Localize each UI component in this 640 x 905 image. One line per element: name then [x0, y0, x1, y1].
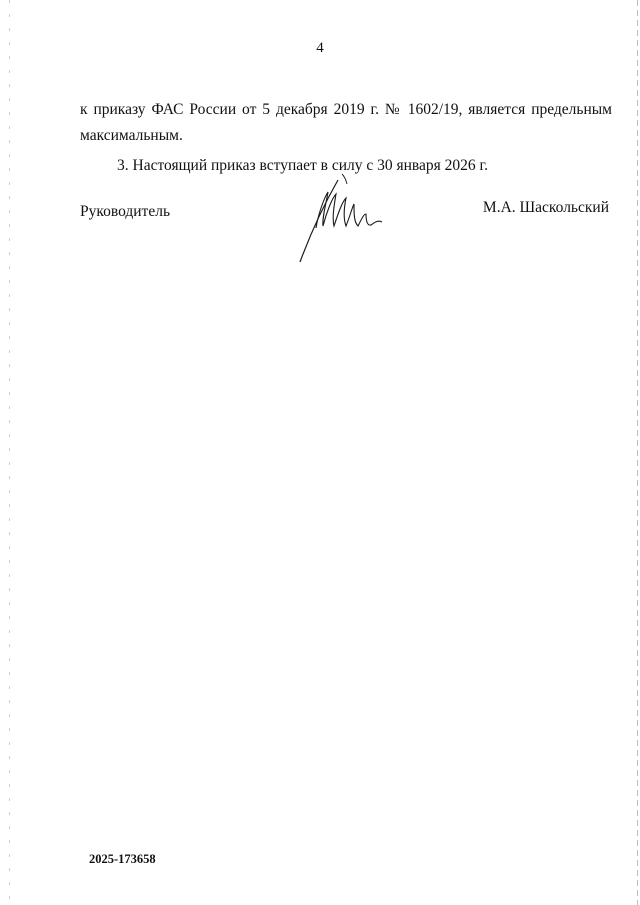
signatory-name: М.А. Шаскольский — [482, 199, 609, 216]
signatory-title: Руководитель — [80, 203, 171, 220]
scan-edge-left — [9, 0, 10, 905]
handwritten-signature — [292, 170, 392, 265]
paragraph-line: максимальным. — [80, 127, 183, 144]
scan-edge-right — [637, 0, 638, 905]
document-registration-number: 2025-173658 — [89, 852, 156, 866]
paragraph-line: к приказу ФАС России от 5 декабря 2019 г. № 1602/19, является предельным — [80, 101, 612, 118]
page-number: 4 — [316, 40, 324, 56]
effective-date-clause: 3. Настоящий приказ вступает в силу с 30 января 2026 г. — [117, 157, 489, 174]
